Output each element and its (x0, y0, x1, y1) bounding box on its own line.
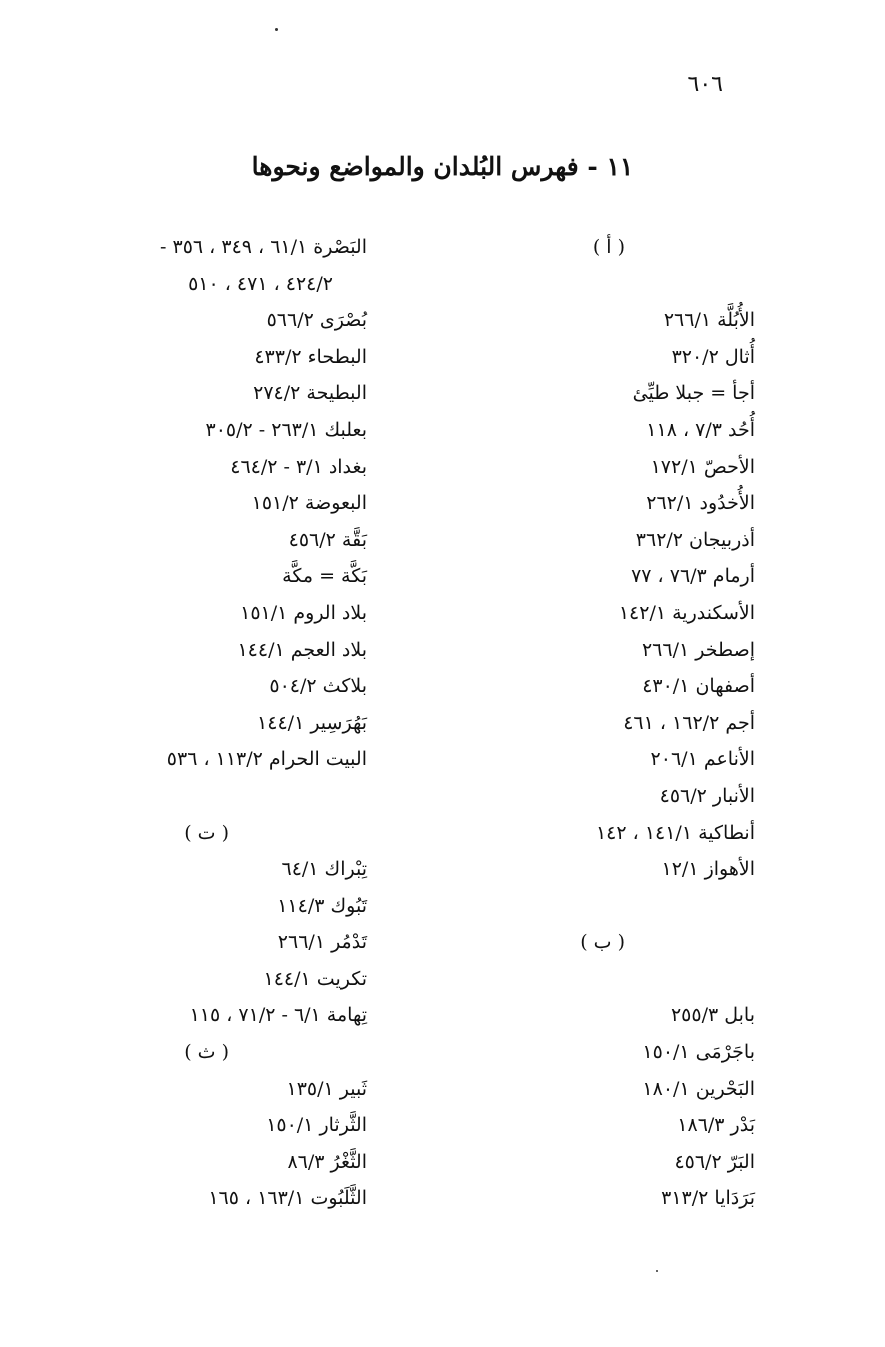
index-column-right (395, 229, 755, 1217)
index-entry: إصطخر ٢٦٦/١ (641, 638, 755, 661)
index-entry: الثَّغْرُ ٨٦/٣ (287, 1150, 367, 1173)
stray-mark-top (275, 28, 278, 31)
index-entry: أنطاكية ١٤١/١ ، ١٤٢ (595, 821, 755, 844)
letter-heading: ( ب ) (580, 931, 625, 954)
index-entry: بَدْر ١٨٦/٣ (677, 1114, 755, 1137)
blank-line (395, 266, 755, 303)
index-entry: تكريت ١٤٤/١ (263, 967, 367, 990)
index-entry: البَصْرة ٦١/١ ، ٣٤٩ ، ٣٥٦ - (160, 236, 367, 258)
index-entry: بلاكث ٥٠٤/٢ (269, 675, 367, 698)
index-entry: البطحاء ٤٣٣/٢ (254, 345, 367, 368)
index-entry: أصفهان ٤٣٠/١ (642, 675, 755, 698)
index-entry: أجأ = جبلا طيِّئ (632, 382, 755, 405)
index-entry: بلاد العجم ١٤٤/١ (237, 638, 367, 661)
index-entry: البَحْرين ١٨٠/١ (642, 1077, 755, 1100)
index-entry: البَرّ ٤٥٦/٢ (674, 1150, 755, 1173)
index-entry: الأُبُلَّة ٢٦٦/١ (663, 309, 755, 332)
index-entry: تِهامة ٦/١ - ٧١/٢ ، ١١٥ (189, 1004, 367, 1027)
index-entry: الأنبار ٤٥٦/٢ (659, 784, 755, 807)
index-entry: باجَرْمَى ١٥٠/١ (642, 1041, 755, 1064)
index-entry: الثَّلَبُوت ١٦٣/١ ، ١٦٥ (208, 1187, 367, 1210)
index-entry: تَبُوك ١١٤/٣ (277, 894, 367, 917)
index-entry: بابل ٢٥٥/٣ (670, 1004, 755, 1027)
index-entry: البيت الحرام ١١٣/٢ ، ٥٣٦ (166, 748, 367, 771)
index-entry: بَقَّة ٤٥٦/٢ (288, 528, 367, 551)
index-entry: الأهواز ١٢/١ (661, 858, 755, 881)
index-entry: بَرَدَايا ٣١٣/٢ (661, 1187, 755, 1210)
letter-heading: ( أ ) (592, 236, 625, 258)
page-number: ٦٠٦ (687, 72, 723, 97)
index-entry: ثَبير ١٣٥/١ (286, 1077, 367, 1100)
index-entry: الأناعم ٢٠٦/١ (650, 748, 755, 771)
blank-line (5, 778, 367, 815)
index-column-left (5, 229, 367, 1217)
index-entry: الثَّرثار ١٥٠/١ (266, 1114, 367, 1137)
page-title: ١١ - فهرس البُلدان والمواضع ونحوها (251, 152, 634, 181)
index-entry: بُصْرَى ٥٦٦/٢ (266, 309, 367, 332)
stray-mark-bottom (656, 1270, 658, 1272)
index-entry: أجم ١٦٢/٢ ، ٤٦١ (623, 711, 755, 734)
index-entry: بَكَّة = مكَّة (282, 565, 367, 588)
index-entry: الأُخدُود ٢٦٢/١ (646, 492, 755, 515)
index-entry: البعوضة ١٥١/٢ (251, 492, 367, 515)
index-entry: الأسكندرية ١٤٢/١ (618, 601, 755, 624)
letter-heading: ( ت ) (184, 821, 229, 844)
index-entry: بَهُرَسِير ١٤٤/١ (257, 711, 367, 734)
index-entry: بلاد الروم ١٥١/١ (240, 601, 367, 624)
index-entry: البطيحة ٢٧٤/٢ (253, 382, 367, 405)
letter-heading: ( ث ) (184, 1041, 229, 1064)
index-entry: بغداد ٣/١ - ٤٦٤/٢ (230, 455, 367, 478)
index-entry-continuation: ٤٢٤/٢ ، ٤٧١ ، ٥١٠ (188, 272, 333, 295)
blank-line (395, 961, 755, 998)
index-entry: بعلبك ٢٦٣/١ - ٣٠٥/٢ (205, 418, 367, 441)
index-entry: أرمام ٧٦/٣ ، ٧٧ (631, 565, 755, 588)
index-entry: أُحُد ٧/٣ ، ١١٨ (646, 418, 755, 441)
index-entry: الأحصّ ١٧٢/١ (650, 455, 755, 478)
index-entry: أُثال ٣٢٠/٢ (671, 345, 755, 368)
index-entry: أذربيجان ٣٦٢/٢ (635, 528, 755, 551)
blank-line (395, 888, 755, 925)
index-entry: تِبْراك ٦٤/١ (281, 858, 367, 881)
index-entry: تَدْمُر ٢٦٦/١ (277, 931, 367, 954)
